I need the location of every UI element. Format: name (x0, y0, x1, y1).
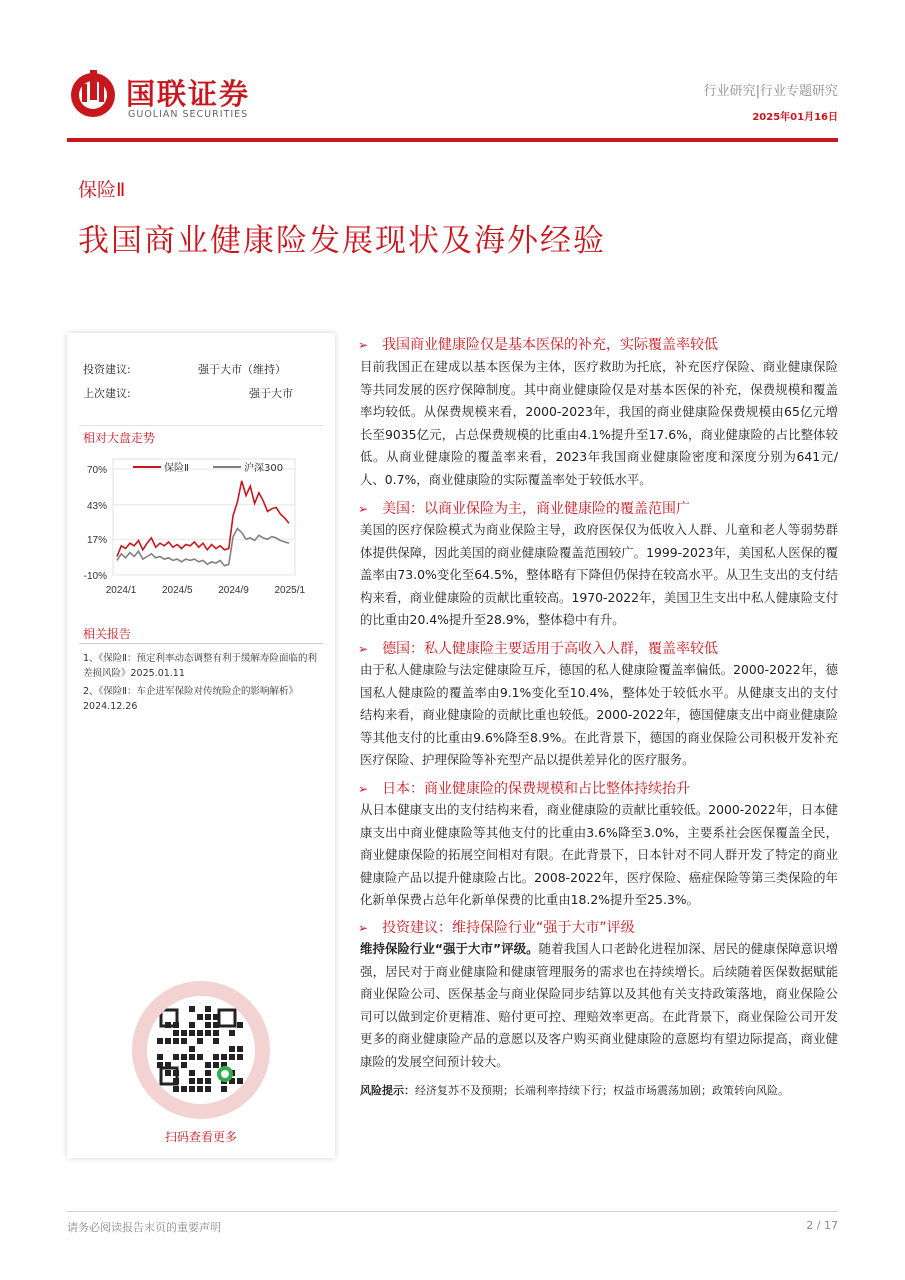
arrow-icon: ➢ (358, 338, 369, 352)
arrow-icon: ➢ (358, 642, 369, 656)
related-report-1[interactable]: 1、《保险Ⅱ：预定利率动态调整有利于缓解寿险面临的利差损风险》2025.01.11 (83, 653, 317, 679)
section-heading-4: ➢ 日本：商业健康险的保费规模和占比整体持续抬升 (358, 781, 691, 797)
footer-divider (67, 1211, 838, 1212)
section-heading-2: ➢ 美国：以商业保险为主，商业健康险的覆盖范围广 (358, 501, 691, 517)
section-body-1: 目前我国正在建成以基本医保为主体，医疗救助为托底，补充医疗保险、商业健康保险等共同发展的医疗保障制度。其中商业健康险仅是对基本医保的补充，保费规模和覆盖率均较低。从保费规模来看，2000-2023年，我国的商业健康险保费规模由65亿元增长至9035亿元，占总保费规模的比重由4.1%提升至17.6%，商业健康险的占比整体较低。从商业健康险的覆盖率来看，2023年我国商业健康险密度和深度分别为641元/人、0.7%，商业健康险的实际覆盖率处于较低水平。 (360, 359, 838, 487)
arrow-icon: ➢ (358, 921, 369, 935)
investment-rating-bold: 维持保险行业“强于大市”评级。 (360, 941, 539, 956)
section-body-4: 从日本健康支出的支付结构来看，商业健康险的贡献比重较低。2000-2022年，日本健康支出中商业健康险等其他支付的比重由3.6%降至3.0%，主要系社会医保覆盖全民，商业健康保险的拓展空间相对有限。在此背景下，日本针对不同人群开发了特定的商业健康险产品以提升健康险占比。2008-2022年，医疗保险、癌症保险等第三类保险的年化新单保费占总年化新单保费的比重由18.2%提升至25.3%。 (360, 802, 838, 907)
section-heading-1: ➢ 我国商业健康险仅是基本医保的补充，实际覆盖率较低 (358, 337, 719, 353)
related-divider (79, 643, 323, 644)
legend-label: 沪深300 (244, 463, 284, 474)
y-tick-label: 70% (86, 465, 107, 476)
section-body-2: 美国的医疗保险模式为商业保险主导，政府医保仅为低收入人群、儿童和老人等弱势群体提供保障，因此美国的商业健康险覆盖范围较广。1999-2023年，美国私人医保的覆盖率由73.0%变化至64.5%，整体略有下降但仍保持在较高水平。从卫生支出的支付结构来看，商业健康险的贡献比重较高。1970-2022年，美国卫生支出中私人健康险支付的比重由20.4%提升至28.9%，整体稳中有升。 (360, 522, 838, 627)
section-heading-5: ➢ 投资建议：维持保险行业“强于大市”评级 (358, 920, 635, 936)
relative-performance-chart (67, 445, 335, 605)
x-tick-label: 2024/5 (161, 585, 193, 596)
chart-frame (113, 459, 295, 575)
report-date: 2025年01月16日 (752, 112, 838, 123)
sidebar-panel (67, 333, 335, 1158)
y-tick-label: -10% (83, 571, 107, 582)
logo-en-text: GUOLIAN SECURITIES (128, 109, 249, 120)
company-logo (68, 68, 303, 124)
prev-rating-value: 强于大市 (249, 387, 293, 400)
risk-warning (360, 1082, 789, 1098)
rating-label: 投资建议: (83, 363, 131, 376)
x-tick-label: 2025/1 (274, 585, 306, 596)
arrow-icon: ➢ (358, 502, 369, 516)
section-body-5 (360, 938, 838, 1073)
qr-pattern-icon (147, 996, 255, 1104)
risk-text: 经济复苏不及预期；长端利率持续下行；权益市场震荡加剧；政策转向风险。 (415, 1084, 789, 1097)
y-tick-label: 43% (86, 500, 107, 512)
footer-disclaimer: 请务必阅读报告末页的重要声明 (67, 1221, 221, 1234)
qr-caption: 扫码查看更多 (164, 1130, 237, 1144)
series-line-2 (117, 529, 289, 566)
logo-cn-text: 国联证券 (126, 77, 251, 111)
x-tick-label: 2024/1 (105, 585, 137, 596)
chart-title: 相对大盘走势 (83, 431, 156, 445)
investment-body-text: 随着我国人口老龄化进程加深、居民的健康保障意识增强，居民对于商业健康险和健康管理服务的需求也在持续增长。后续随着医保数据赋能商业保险公司、医保基金与商业保险同步结算以及其他有关支持政策落地，商业保险公司可以做到定价更精准、赔付更可控、理赔效率更高。在此背景下，商业保险公司开发更多的商业健康险产品的意愿以及客户购买商业健康险的意愿均有望边际提高，商业健康险的发展空间预计较大。 (360, 941, 838, 1069)
qr-code[interactable] (132, 981, 270, 1119)
related-report-2[interactable]: 2、《保险Ⅱ：车企进军保险对传统险企的影响解析》2024.12.26 (83, 686, 298, 712)
section-heading-3: ➢ 德国：私人健康险主要适用于高收入人群，覆盖率较低 (358, 641, 719, 657)
report-type: 行业研究|行业专题研究 (703, 84, 838, 99)
related-reports-title: 相关报告 (83, 627, 132, 641)
report-title: 我国商业健康险发展现状及海外经验 (78, 223, 606, 259)
header-divider (67, 138, 838, 142)
page-number: 2 / 17 (806, 1219, 838, 1232)
risk-label: 风险提示： (360, 1084, 415, 1097)
y-tick-label: 17% (86, 535, 107, 547)
sidebar-divider (79, 425, 323, 426)
legend-label: 保险Ⅱ (164, 463, 189, 474)
logo-mark-icon (68, 68, 118, 118)
industry-label: 保险Ⅱ (78, 179, 126, 201)
arrow-icon: ➢ (358, 782, 369, 796)
prev-rating-label: 上次建议: (83, 387, 131, 400)
x-tick-label: 2024/9 (218, 585, 249, 596)
series-line-1 (117, 481, 289, 557)
rating-value: 强于大市（维持） (198, 363, 286, 376)
section-body-3: 由于私人健康险与法定健康险互斥，德国的私人健康险覆盖率偏低。2000-2022年，德国私人健康险的覆盖率由9.1%变化至10.4%，整体处于较低水平。从健康支出的支付结构来看，商业健康险的贡献比重也较低。2000-2022年，德国健康支出中商业健康险等其他支付的比重由9.6%降至8.9%。在此背景下，德国的商业保险公司积极开发补充医疗保险、护理保险等补充型产品以提供差异化的医疗服务。 (360, 662, 838, 767)
